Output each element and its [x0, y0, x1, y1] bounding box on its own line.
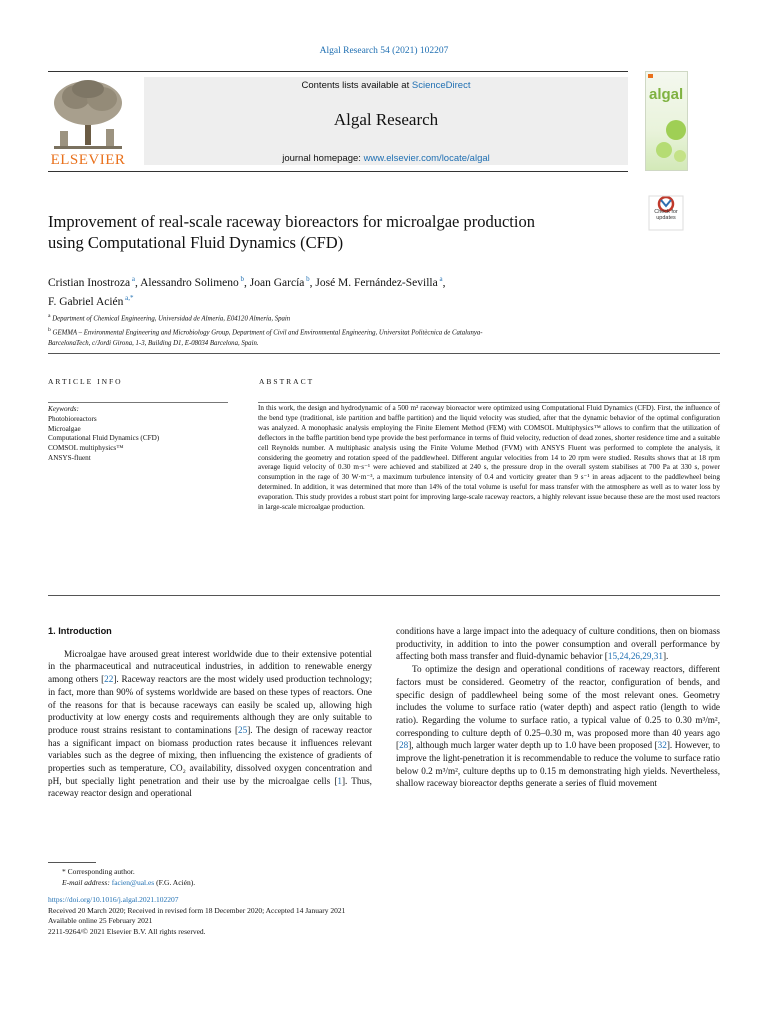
received-dates: Received 20 March 2020; Received in revised form 18 December 2020; Accepted 14 January 2021 [48, 905, 346, 915]
citation-link[interactable]: 25 [238, 724, 248, 735]
email-label: E-mail address: [62, 878, 112, 887]
crossmark-label: Check for updates [654, 209, 678, 221]
cover-wordmark: algal [649, 86, 684, 103]
author-separator: , [134, 276, 141, 289]
cover-art-icon [646, 72, 689, 172]
citation-link[interactable]: 28 [399, 740, 409, 751]
author-affiliation-marker[interactable]: a [437, 275, 443, 283]
journal-reference[interactable]: Algal Research 54 (2021) 102207 [319, 46, 449, 56]
article-info-heading: ARTICLE INFO [48, 377, 123, 386]
intro-right-column [396, 625, 720, 790]
homepage-line [144, 153, 628, 164]
keywords-label: Keywords: [48, 405, 79, 413]
doi-link[interactable]: https://doi.org/10.1016/j.algal.2021.102207 [48, 895, 179, 904]
email-link[interactable]: facien@ual.es [111, 878, 155, 887]
author-affiliation-marker[interactable]: b [238, 275, 245, 283]
citation-link[interactable]: 1 [337, 775, 342, 786]
email-note [48, 877, 648, 888]
paragraph-text: To optimize the design and operational conditions of raceway reactors, different factors must be considered. Geometry of the reactor, configuration of bends, and specific design of paddlewheel being some of the most relevant ones. Geometry includes the volume to surface ratio (water depth) and aspect ratio (length to wide ratio). Regarding the volume to surface ratio, a typical value of 0.25 to 0.30 m³/m², corresponding to culture depth of 0.25–0.30 m, was proposed more than 40 years ago [ [396, 664, 720, 751]
affiliation-b-marker: b [48, 326, 51, 333]
author-name[interactable]: José M. Fernández-Sevilla [315, 276, 438, 289]
divider-rule [48, 595, 720, 596]
abstract-panel [258, 402, 720, 513]
intro-paragraph-2 [396, 663, 720, 790]
article-title-line-1: Improvement of real-scale raceway bioreactors for microalgae production [48, 212, 535, 231]
publisher-wordmark: ELSEVIER [50, 152, 126, 168]
author-affiliation-marker[interactable]: b [304, 275, 310, 283]
keyword-item: COMSOL multiphysics™ [48, 444, 124, 453]
author-affiliation-marker[interactable]: a,* [123, 293, 134, 302]
online-date: Available online 25 February 2021 [48, 916, 153, 926]
abstract-heading: ABSTRACT [259, 377, 315, 386]
paragraph-text: ]. However, to improve the light-penetration it is recommendable to reduce the volume to surface ratio below 0.2 m³/m², culture depths up to 0.15 m demonstrating high yields. Nevertheless, shallow raceway bioreactor depths generate a series of fluid movement [396, 740, 720, 789]
article-title-line-2: using Computational Fluid Dynamics (CFD) [48, 233, 344, 252]
paragraph-text: Microalgae have aroused great interest worldwide due to their extensive potential in the pharmaceutical and nutraceutical industries, in addition to renewable energy among others [ [48, 648, 372, 685]
journal-title: Algal Research [333, 110, 439, 129]
homepage-prefix: journal homepage: [282, 153, 364, 164]
header-bottom-rule [48, 171, 628, 172]
author-name[interactable]: Joan García [249, 276, 305, 289]
author-name[interactable]: Cristian Inostroza [48, 276, 131, 289]
author-separator: , [309, 276, 316, 289]
keyword-item: Photobioreactors [48, 414, 97, 423]
author-separator: , [442, 276, 446, 289]
affiliation-a [48, 311, 608, 325]
author-separator: , [244, 276, 250, 289]
corresponding-author-note: * Corresponding author. [62, 867, 135, 876]
tree-of-knowledge-icon [48, 77, 128, 151]
intro-paragraph-1 [48, 648, 372, 800]
contents-prefix: Contents lists available at [301, 80, 412, 91]
footnote-rule [48, 862, 96, 863]
paragraph-text: ]. Thus, raceway reactor design and operational [48, 775, 372, 799]
affiliation-b [48, 325, 608, 339]
keyword-item: Microalgae [48, 424, 81, 433]
author-affiliation-marker[interactable]: a [130, 275, 135, 283]
paragraph-text: conditions have a large impact into the adequacy of culture conditions, then on biomass productivity, in addition to into the power consumption and overall performance by affecting both mass transfer and fluid-dynamic behavior [ [396, 626, 720, 662]
elsevier-logo [48, 77, 128, 169]
keyword-item: Computational Fluid Dynamics (CFD) [48, 434, 160, 443]
keywords-panel [48, 402, 228, 464]
paragraph-text: ]. [662, 651, 669, 662]
crossmark-badge[interactable] [648, 195, 684, 231]
affiliation-a-marker: a [48, 313, 51, 319]
intro-left-column [48, 625, 372, 800]
affiliation-b-text-1: GEMMA – Environmental Engineering and Microbiology Group, Department of Civil and Environmental Engineering, Universitat Politècnica de Catalunya- [52, 329, 483, 337]
affiliation-a-text: Department of Chemical Engineering, Universidad de Almería, E04120 Almería, Spain [52, 315, 291, 323]
affiliation-b-cont: BarcelonaTech, c/Jordi Girona, 1-3, Building D1, E-08034 Barcelona, Spain. [48, 339, 259, 347]
header-top-rule [48, 71, 628, 72]
citation-link[interactable]: 32 [657, 740, 667, 751]
keyword-item: ANSYS-fluent [48, 453, 91, 462]
abstract-text: In this work, the design and hydrodynamic of a 500 m² raceway bioreactor were optimized using Computational Fluid Dynamics (CFD). First, the influence of the bend type (traditional, isle partition and baffle partition) and the liquid velocity was studied, after that the dynamic behavior of the optimal configuration was analyzed. A monophasic analysis employing the Finite Element Method (FEM) with COMSOL Multiphysics™ allows to confirm that the utilization of deflectors in the baffle partition bend type provide the best performance in terms of fluid velocity, reduction of dead zones, shorter residence time and a suitable cell Reynolds number. A multiphasic analysis using the Finite Volume Method (FVM) with ANSYS Fluent was performed to complete the analysis, it considering the geometry and rotation speed of the paddlewheel. Different angular velocities from 14 to 20 rpm were studied. Results shows that at 18 rpm average liquid velocity of 0.30 m·s⁻¹ were achieved and stabilized at 240 s, the pressure drop in the overall system stabilises at 700 Pa at 330 s, power consumption in the rage of 30 W·m⁻³, a maximum turbulence intensity of 0.4 and vorticity greater than 9 s⁻¹ in areas adjacent to the paddlewheel being determined. In addition, it was determined that more than 14% of the total volume is useful for mass transfer with the atmosphere as well as to water loss by evaporation. This study provides a robust start point for improving large-scale raceway reactors, a highly relevant issue because these are the most used reactors in large-scale microalgae production. [258, 404, 720, 512]
affiliations [48, 311, 608, 349]
author-name[interactable]: F. Gabriel Acién [48, 295, 124, 308]
publication-info [48, 895, 648, 937]
paragraph-text: ]. The design of raceway reactor has a significant impact on biomass production rates because it influences relevant variables such as the degree of mixing, then influencing the existence of gradients of properties such as temperature, CO₂ availability, dissolved oxygen concentration and pH, but specially light penetration and their use by the microalgae cells [ [48, 724, 372, 786]
header-info-box [144, 77, 628, 165]
article-title [48, 211, 638, 253]
copyright-line: 2211-9264/© 2021 Elsevier B.V. All rights reserved. [48, 926, 206, 936]
intro-paragraph-1-cont [396, 625, 720, 663]
section-heading-introduction: 1. Introduction [48, 626, 112, 636]
citation-link[interactable]: 15,24,26,29,31 [607, 651, 663, 662]
footnotes [48, 866, 648, 937]
citation-link[interactable]: 22 [104, 674, 114, 685]
homepage-link[interactable]: www.elsevier.com/locate/algal [363, 153, 490, 164]
journal-cover[interactable] [645, 71, 688, 171]
divider-rule [48, 353, 720, 354]
paragraph-text: ], although much larger water depth up to 1.0 have been proposed [ [408, 740, 658, 751]
contents-line [144, 80, 628, 91]
sciencedirect-link[interactable]: ScienceDirect [411, 80, 471, 91]
journal-header [48, 71, 688, 171]
author-name[interactable]: Alessandro Solimeno [140, 276, 239, 289]
email-suffix: (F.G. Acién). [154, 878, 196, 887]
paragraph-text: ]. Raceway reactors are the most widely used production technology; in fact, more than 90% of systems worldwide are based on these types of reactors. One of the reasons for that is because raceways can easily be scaled up, allowing high productivity at low energy costs and requirements although they are only suitable to produce roust strains resistant to contaminations [ [48, 674, 372, 735]
author-list [48, 272, 648, 310]
